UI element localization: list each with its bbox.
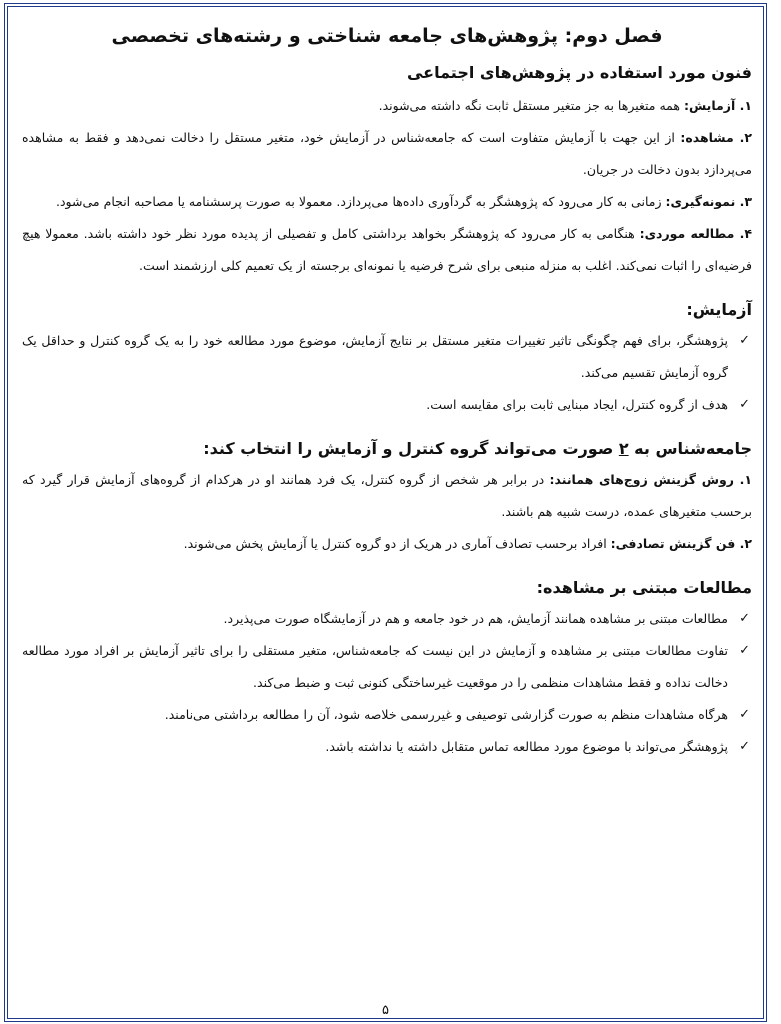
section-heading-observation: مطالعات مبتنی بر مشاهده:: [536, 578, 752, 597]
selection-method-item: ۲. فن گزینش تصادفی: افراد برحسب تصادف آماری در هریک از دو گروه کنترل یا آزمایش پخش می‌شوند.: [183, 536, 752, 551]
technique-item: ۳. نمونه‌گیری: زمانی به کار می‌رود که پژوهشگر به گردآوری داده‌ها می‌پردازد. معمولا به صورت پرسشنامه یا مصاحبه انجام می‌شود.: [56, 194, 752, 209]
section-heading-experiment: آزمایش:: [686, 300, 752, 319]
section-heading-techniques: فنون مورد استفاده در پژوهش‌های اجتماعی: [406, 63, 752, 82]
document-body: [22, 25, 752, 763]
experiment-bullets: [22, 325, 752, 421]
technique-item: ۴. مطالعه موردی: هنگامی به کار می‌رود که پژوهشگر بخواهد برداشتی کامل و تفصیلی از پدیده مورد نظر خود داشته باشد. معمولا هیچ فرضیه‌ای را اثبات نمی‌کند. اغلب به منزله منبعی برای شرح فرضیه یا نمونه‌ای برجسته از یک تعمیم کلی ارزشمند است.: [22, 226, 752, 273]
check-icon: ✓: [739, 707, 750, 722]
check-icon: ✓: [739, 397, 750, 412]
section-heading-group-selection: جامعه‌شناس به ۲ صورت می‌تواند گروه کنترل و آزمایش را انتخاب کند:: [203, 439, 752, 458]
technique-item: ۱. آزمایش: همه متغیرها به جز متغیر مستقل ثابت نگه داشته می‌شوند.: [378, 98, 752, 113]
technique-item: ۲. مشاهده: از این جهت با آزمایش متفاوت است که جامعه‌شناس در آزمایش خود، متغیر مستقل را دخالت نمی‌دهد و فقط به مشاهده می‌پردازد بدون دخالت در جریان.: [22, 130, 752, 177]
check-icon: ✓: [739, 739, 750, 754]
selection-method-item: ۱. روش گزینش زوج‌های همانند: در برابر هر شخص از گروه کنترل، یک فرد همانند او در هرکدام از گروه‌های آزمایش قرار گیرد که برحسب متغیرهای عمده، درست شبیه هم باشند.: [22, 472, 753, 519]
observation-bullets: [22, 603, 752, 763]
check-icon: ✓: [739, 643, 750, 658]
check-icon: ✓: [739, 611, 750, 626]
list-item: ✓ هرگاه مشاهدات منظم به صورت گزارشی توصیفی و غیررسمی خلاصه شود، آن را مطالعه برداشتی می‌نامند.: [22, 699, 728, 731]
page-frame: [4, 3, 767, 1022]
list-item: ✓ مطالعات مبتنی بر مشاهده همانند آزمایش، هم در خود جامعه و هم در آزمایشگاه صورت می‌پذیرد.: [22, 603, 728, 635]
check-icon: ✓: [739, 333, 750, 348]
page-number: ۵: [382, 1003, 389, 1018]
list-item: ✓ هدف از گروه کنترل، ایجاد مبنایی ثابت برای مقایسه است.: [22, 389, 728, 421]
list-item: ✓ پژوهشگر، برای فهم چگونگی تاثیر تغییرات متغیر مستقل بر نتایج آزمایش، موضوع مورد مطالعه خود را به یک گروه کنترل و حداقل یک گروه آزمایش تقسیم می‌کند.: [22, 325, 728, 389]
chapter-title: فصل دوم: پژوهش‌های جامعه شناختی و رشته‌های تخصصی: [111, 25, 663, 47]
list-item: ✓ پژوهشگر می‌تواند با موضوع مورد مطالعه تماس متقابل داشته یا نداشته باشد.: [22, 731, 728, 763]
list-item: ✓ تفاوت مطالعات مبتنی بر مشاهده و آزمایش در این نیست که جامعه‌شناس، متغیر مستقلی را برای تاثیر آزمایش بر افراد مورد مطالعه دخالت نداده و فقط مشاهدات منظمی را در موقعیت غیرساختگی کنونی ثبت و ضبط می‌کند.: [22, 635, 728, 699]
